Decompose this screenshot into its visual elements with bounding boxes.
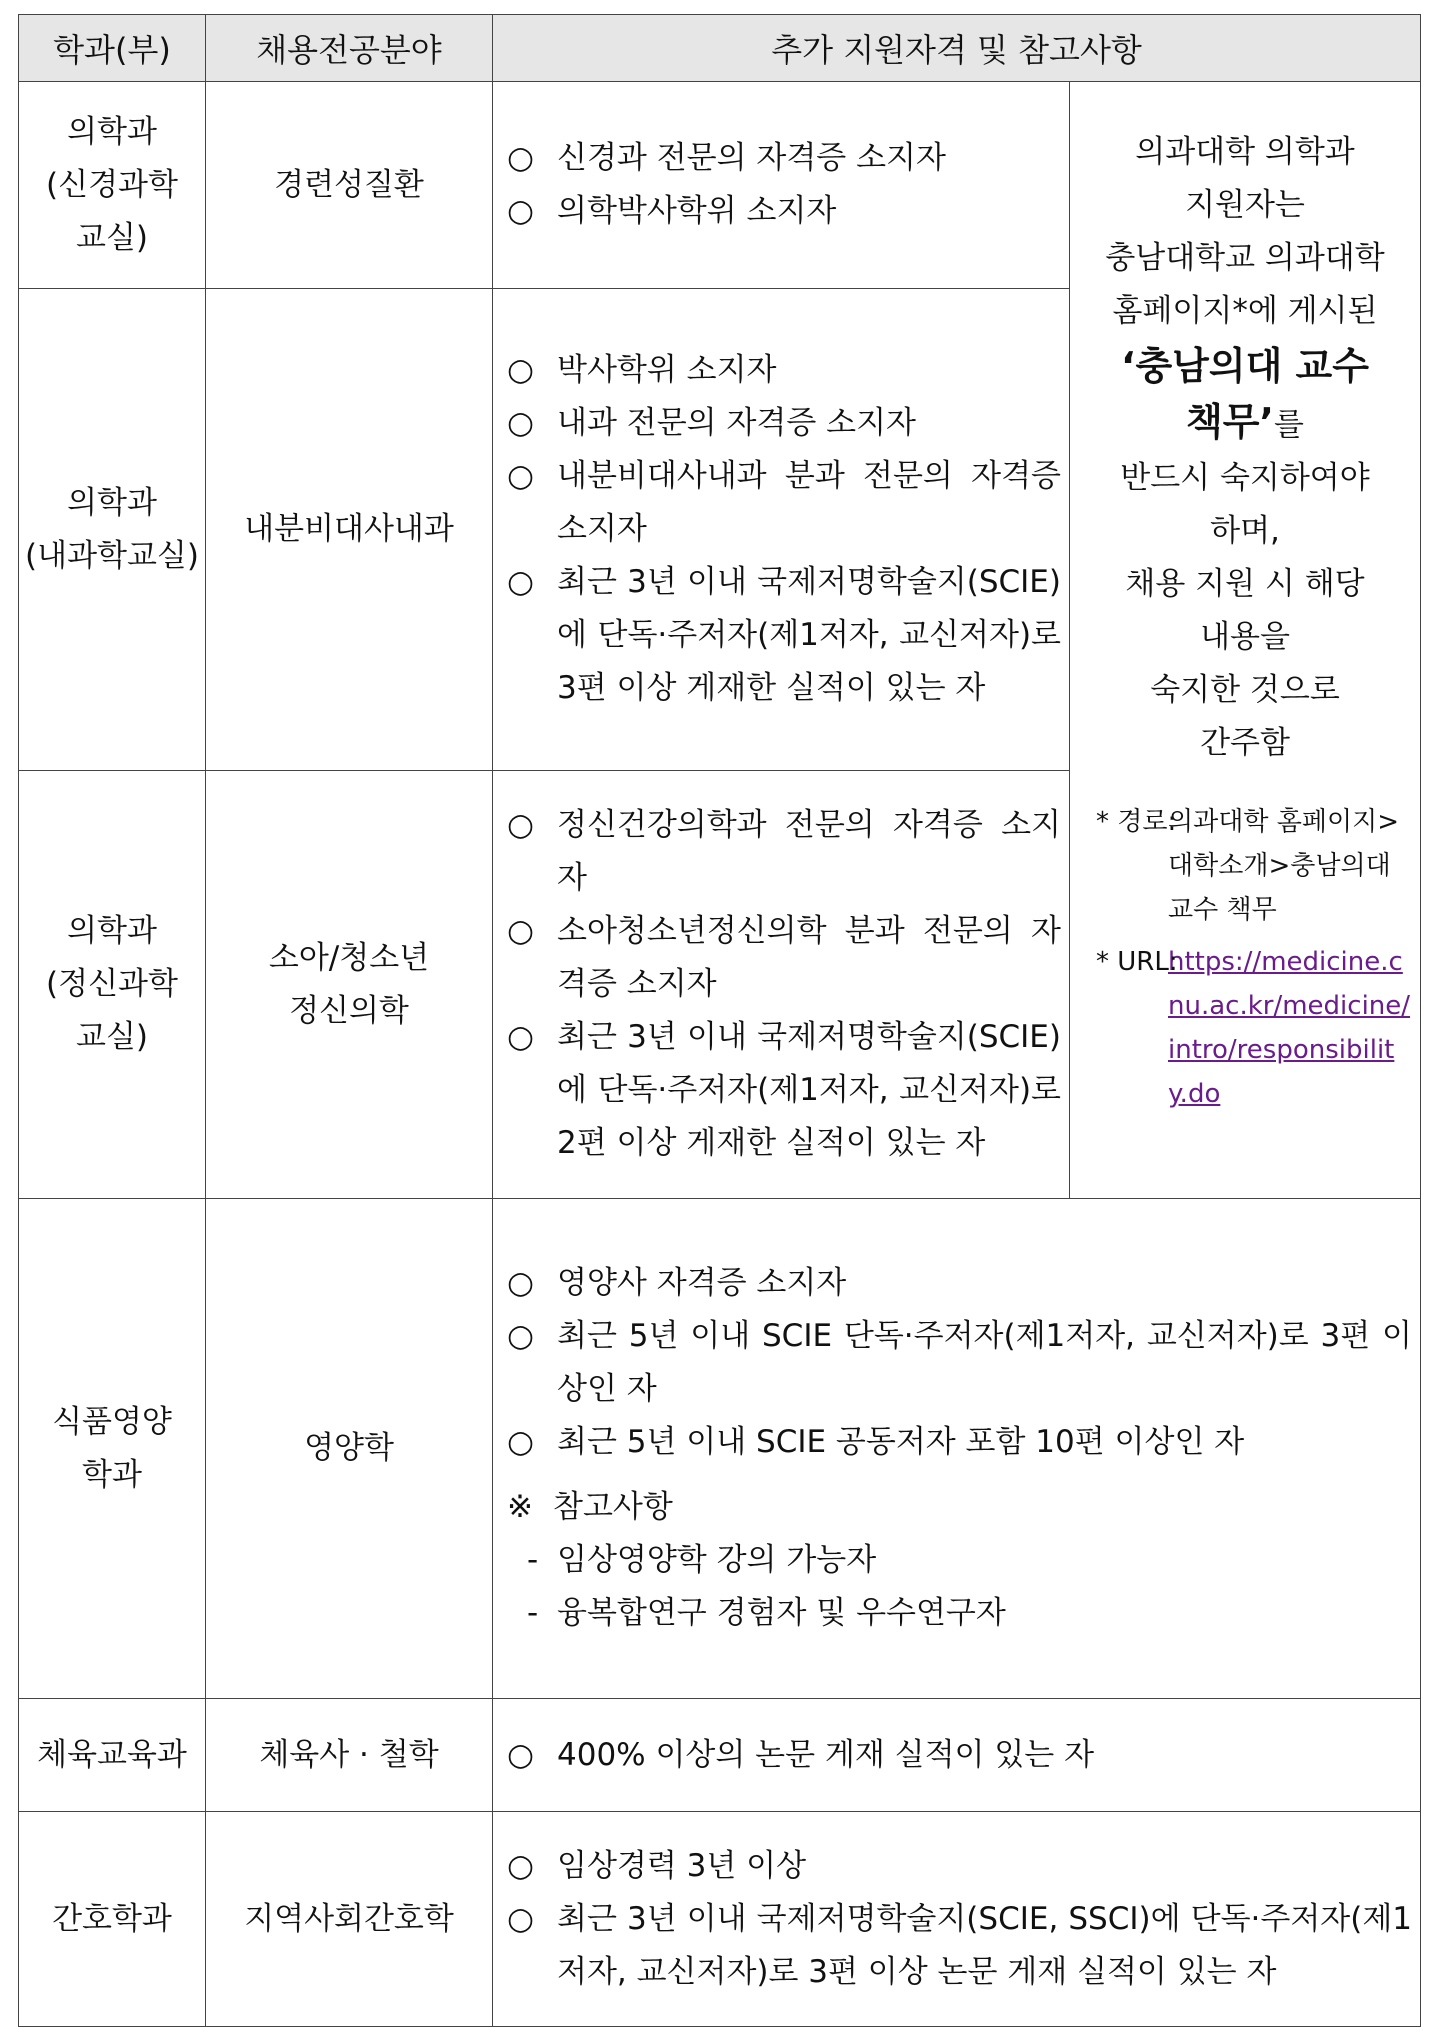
header-qualifications: 추가 지원자격 및 참고사항	[493, 15, 1421, 82]
list-item: ○ 의학박사학위 소지자	[507, 193, 837, 229]
dept-cell: 의학과 (신경과학 교실)	[19, 82, 206, 289]
dept-cell: 의학과 (내과학교실)	[19, 289, 206, 771]
dept-cell: 간호학과	[19, 1812, 206, 2027]
table-row	[19, 1812, 1421, 2027]
field-cell: 영양학	[206, 1199, 493, 1699]
dept-cell: 식품영양 학과	[19, 1199, 206, 1699]
field-cell: 경련성질환	[206, 82, 493, 289]
table-row	[19, 1699, 1421, 1812]
reference-block: * 경로: 의과대학 홈페이지>대학소개>충남의대 교수 책무 * URL: https://medicine.cnu.ac.kr/medicine/intro/responsibility.do	[1096, 807, 1411, 1109]
list-item: ○ 정신건강의학과 전문의 자격증 소지자	[507, 807, 1061, 896]
note-heading: ※ 참고사항	[507, 1489, 673, 1525]
responsibility-link[interactable]: https://medicine.cnu.ac.kr/medicine/intro/responsibility.do	[1168, 947, 1411, 1109]
field-cell: 소아/청소년 정신의학	[206, 771, 493, 1199]
dept-cell: 의학과 (정신과학 교실)	[19, 771, 206, 1199]
side-note-cell: 의과대학 의학과 지원자는 충남대학교 의과대학 홈페이지*에 게시된 ‘충남의대 교수 책무’를 반드시 숙지하여야 하며, 채용 지원 시 해당 내용을 숙지한 것으로 간주함 * 경로: 의과대학 홈페이지>대학소개>충남의대 교수 책무 * URL: https://medicine.cnu.ac.kr/medicine/intro/responsibility.do	[1070, 82, 1421, 1199]
field-cell: 체육사 · 철학	[206, 1699, 493, 1812]
qualification-cell	[493, 771, 1070, 1199]
list-item: ○ 최근 3년 이내 국제저명학술지(SCIE, SSCI)에 단독·주저자(제1저자, 교신저자)로 3편 이상 논문 게재 실적이 있는 자	[507, 1900, 1412, 1990]
note-item: - 임상영양학 강의 가능자	[527, 1542, 877, 1578]
qualification-cell	[493, 1199, 1421, 1699]
list-item: ○ 최근 3년 이내 국제저명학술지(SCIE)에 단독·주저자(제1저자, 교신저자)로 2편 이상 게재한 실적이 있는 자	[507, 1019, 1061, 1161]
list-item: ○ 내과 전문의 자격증 소지자	[507, 405, 916, 441]
qualification-cell	[493, 1699, 1421, 1812]
list-item: ○ 최근 5년 이내 SCIE 단독·주저자(제1저자, 교신저자)로 3편 이상인 자	[507, 1318, 1412, 1407]
recruitment-table	[18, 14, 1421, 2027]
emphasis-title: ‘충남의대 교수	[1121, 344, 1369, 388]
list-item: ○ 신경과 전문의 자격증 소지자	[507, 140, 946, 176]
list-item: ○ 최근 5년 이내 SCIE 공동저자 포함 10편 이상인 자	[507, 1424, 1245, 1460]
list-item: ○ 박사학위 소지자	[507, 352, 777, 388]
list-item: ○ 최근 3년 이내 국제저명학술지(SCIE)에 단독·주저자(제1저자, 교신저자)로 3편 이상 게재한 실적이 있는 자	[507, 564, 1061, 706]
list-item: ○ 400% 이상의 논문 게재 실적이 있는 자	[507, 1736, 1095, 1773]
table-row	[19, 82, 1421, 289]
list-item: ○ 영양사 자격증 소지자	[507, 1265, 847, 1301]
list-item: ○ 내분비대사내과 분과 전문의 자격증 소지자	[507, 458, 1061, 547]
field-cell: 내분비대사내과	[206, 289, 493, 771]
note-item: - 융복합연구 경험자 및 우수연구자	[527, 1595, 1006, 1631]
qualification-cell	[493, 82, 1070, 289]
list-item: ○ 임상경력 3년 이상	[507, 1847, 807, 1884]
path-text: 의과대학 홈페이지>대학소개>충남의대 교수 책무	[1168, 807, 1399, 925]
table-header-row	[19, 15, 1421, 82]
list-item: ○ 소아청소년정신의학 분과 전문의 자격증 소지자	[507, 913, 1061, 1002]
header-field: 채용전공분야	[206, 15, 493, 82]
header-dept: 학과(부)	[19, 15, 206, 82]
dept-cell: 체육교육과	[19, 1699, 206, 1812]
qualification-cell	[493, 289, 1070, 771]
table-row	[19, 1199, 1421, 1699]
qualification-cell	[493, 1812, 1421, 2027]
field-cell: 지역사회간호학	[206, 1812, 493, 2027]
